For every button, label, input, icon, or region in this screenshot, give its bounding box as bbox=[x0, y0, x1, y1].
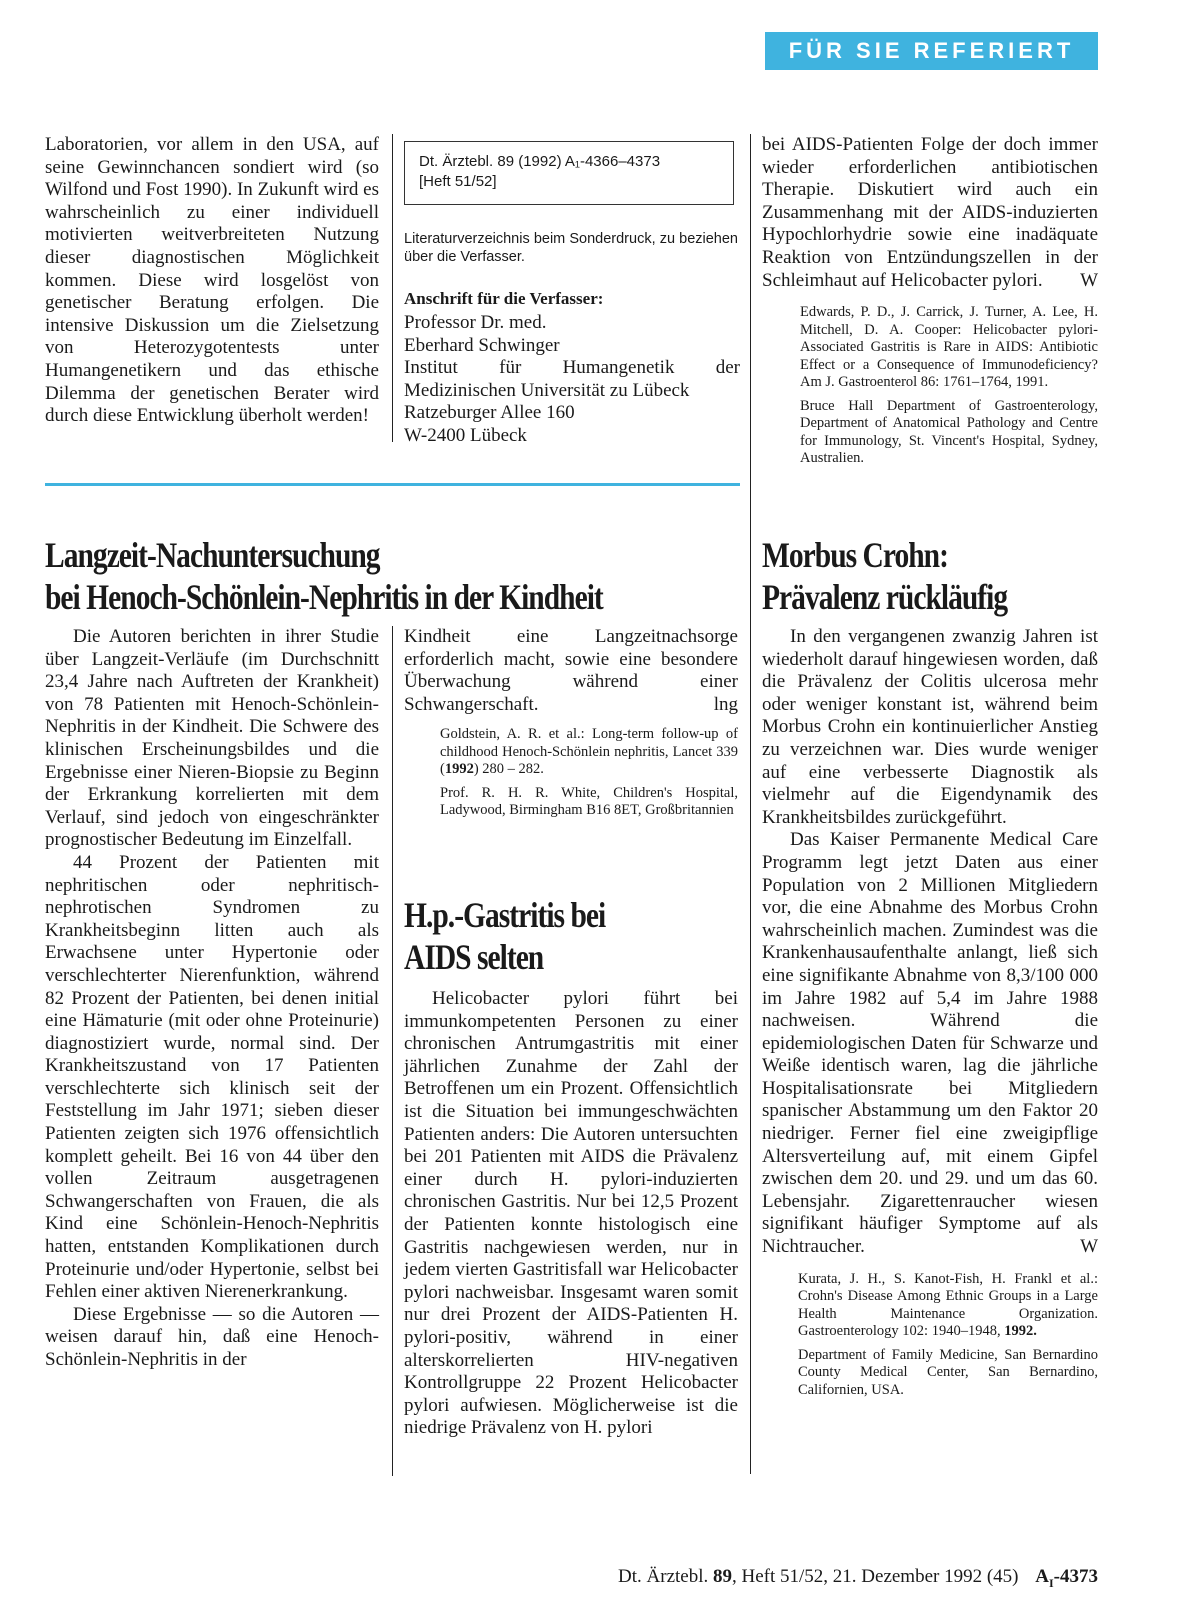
address-heading: Anschrift für die Verfasser: bbox=[404, 289, 604, 308]
reference-address: Bruce Hall Department of Gastroenterology, Department of Anatomical Pathology and Centre for Immunology, St. Vincent's Hospital, Sydney, Australien. bbox=[800, 397, 1098, 467]
author-signature: W bbox=[1080, 1236, 1098, 1258]
reference-citation: Goldstein, A. R. et al.: Long-term follow-up of childhood Henoch-Schönlein nephritis, Lancet 339 (1992) 280 – 282. bbox=[440, 726, 738, 778]
author-signature: W bbox=[1080, 269, 1098, 291]
reference-address: Department of Family Medicine, San Bernardino County Medical Center, San Bernardino, Californien, USA. bbox=[798, 1346, 1098, 1398]
address-line: Eberhard Schwinger bbox=[404, 334, 560, 356]
top-column-3 bbox=[762, 134, 1098, 474]
article2-title: H.p.-Gastritis bei AIDS selten bbox=[404, 895, 606, 977]
address-block bbox=[404, 288, 740, 448]
column-rule-top-left bbox=[392, 134, 393, 442]
article3-column: In den vergangenen zwanzig Jahren ist wiederholt darauf hingewiesen worden, daß die Prävalenz der Colitis ulcerosa mehr oder weniger konstant ist, während beim Morbus Crohn ein kontinuierlicher Anstieg zu verzeichnen war. Dies wurde weniger auf eine verbesserte Diagnostik als vielmehr auf die Eigendynamik des Krankheitsbildes zurückgeführt. Das Kaiser Permanente Medical Care Programm legt jetzt Daten aus einer Population von 2 Millionen Mitgliedern vor, die eine Abnahme des Morbus Crohn wahrscheinlich machen. Zumindest was die Krankenhausaufenthalte anlangt, ließ sich eine signifikante Abnahme von 8,3/100 000 im Jahre 1982 auf 5,4 im Jahre 1988 nachweisen. Während die epidemiologischen Daten für Schwarze und Weiße identisch waren, lag die jährliche Hospitalisationsrate bei Mitgliedern spanischer Abstammung um den Faktor 20 niedriger. Ferner fiel eine zweigipflige Altersverteilung auf, mit einem Gipfel zwischen dem 20. und 29. und um das 60. Lebensjahr. Zigarettenraucher wiesen signifikant häufiger Symptome auf als Nichtraucher. W Kurata, J. H., S. Kanot-Fish, H. Frankl et al.: Crohn's Disease Among Ethnic Groups in a Large Health Maintenance Organization. Gastroenterology 102: 1940–1948, 1992. Department of Family Medicine, San Bernardino County Medical Center, San Bernardino, Californien, USA. bbox=[762, 626, 1098, 1398]
literature-note: Literaturverzeichnis beim Sonderdruck, zu beziehen über die Verfasser. bbox=[404, 231, 738, 265]
address-line: Institut für Humangenetik der Medizinischen Universität zu Lübeck bbox=[404, 357, 740, 401]
article1-column-1: Die Autoren berichten in ihrer Studie über Langzeit-Verläufe (im Durchschnitt 23,4 Jahre nach Auftreten der Krankheit) von 78 Patienten mit Henoch-Schönlein-Nephritis in der Kindheit. Die Schwere des klinischen Erscheinungsbildes und die Ergebnisse einer Nieren-Biopsie zu Beginn der Erkrankung korrelierten mit dem Verlauf, sind jedoch von eingeschränkter prognostischer Bedeutung im Einzelfall. 44 Prozent der Patienten mit nephritischen oder nephritisch-nephrotischen Syndromen zu Krankheitsbeginn litten auch als Erwachsene unter Hypertonie oder verschlechterter Nierenfunktion, während 82 Prozent der Patienten, bei denen initial eine Hämaturie (mit oder ohne Proteinurie) diagnostiziert wurde, normal sind. Der Krankheitszustand von 17 Patienten verschlechterte sich klinisch seit der Feststellung im Jahr 1971; sieben dieser Patienten zeigten sich 1976 offensichtlich komplett geheilt. Bei 16 von 44 über den vollen Zeitraum ausgetragenen Schwangerschaften von Frauen, die als Kind eine Schönlein-Henoch-Nephritis hatten, entstanden Komplikationen durch Proteinurie und/oder Hypertonie, selbst bei Fehlen einer aktiven Nierenerkrankung. Diese Ergebnisse — so die Autoren — weisen darauf hin, daß eine Henoch-Schönlein-Nephritis in der bbox=[45, 626, 379, 1370]
address-line: Professor Dr. med. bbox=[404, 312, 547, 333]
column-rule-right bbox=[750, 134, 751, 1474]
address-line: W-2400 Lübeck bbox=[404, 424, 527, 446]
page-footer: Dt. Ärztebl. 89, Heft 51/52, 21. Dezember 1992 (45) $A_I-4373$ bbox=[618, 1566, 1098, 1590]
reference-address: Prof. R. H. R. White, Children's Hospital, Ladywood, Birmingham B16 8ET, Großbritannien bbox=[440, 784, 738, 819]
reference-citation: Kurata, J. H., S. Kanot-Fish, H. Frankl et al.: Crohn's Disease Among Ethnic Groups in a Large Health Maintenance Organization. Gastroenterology 102: 1940–1948, 1992. bbox=[798, 1270, 1098, 1340]
top-column-3-text: bei AIDS-Patienten Folge der doch immer wieder erforderlichen antibiotischen Therapie. Diskutiert wird auch ein Zusammenhang mit der AIDS-induzierten Hypochlorhydrie sowie eine inadäquate Reaktion von Entzündungszellen in der Schleimhaut auf Helicobacter pylori. W bbox=[762, 134, 1098, 291]
reference-citation: Edwards, P. D., J. Carrick, J. Turner, A. Lee, H. Mitchell, D. A. Cooper: Helicobacter pylori-Associated Gastritis is Rare in AIDS: Antibiotic Effect or a Consequence of Immunodeficiency? Am J. Gastroenterol 86: 1761–1764, 1991. bbox=[800, 304, 1098, 391]
article3-title: Morbus Crohn: Prävalenz rückläufig bbox=[762, 535, 1008, 617]
article2-text: Helicobacter pylori führt bei immunkompetenten Personen zu einer chronischen Antrumgastritis mit einer jährlichen Zunahme der Zahl der Betroffenen um ein Prozent. Offensichtlich ist die Situation bei immungeschwächten Patienten anders: Die Autoren untersuchten bei 201 Patienten mit AIDS die Prävalenz einer durch H. pylori-induzierten chronischen Gastritis. Nur bei 12,5 Prozent der Patienten konnte histologisch eine Gastritis nachgewiesen werden, nur in jedem vierten Gastritisfall war Helicobacter pylori nachweisbar. Insgesamt waren somit nur drei Prozent der AIDS-Patienten H. pylori-positiv, während in einer alterskorrelierten HIV-negativen Kontrollgruppe 22 Prozent Helicobacter pylori aufwiesen. Möglicherweise ist die niedrige Prävalenz von H. pylori bbox=[404, 988, 738, 1439]
address-line: Ratzeburger Allee 160 bbox=[404, 402, 575, 424]
section-banner: FÜR SIE REFERIERT bbox=[765, 32, 1098, 70]
page-number: $A_I-4373$ bbox=[1035, 1566, 1098, 1590]
top-column-1-text: Laboratorien, vor allem in den USA, auf seine Gewinnchancen sondiert wird (so Wilfond und Fost 1990). In Zukunft wird es wahrscheinlich zu einer individuell motivierten weitverbreiteten Nutzung dieser diagnostischen Möglichkeit kommen. Diese wird losgelöst von genetischer Beratung erfolgen. Die intensive Diskussion um die Zielsetzung von Heterozygotentests unter Humangenetikern und das ethische Dilemma der genetischen Berater wird durch diese Entwicklung überholt werden! bbox=[45, 134, 379, 427]
article1-column-2: Kindheit eine Langzeitnachsorge erforderlich macht, sowie eine besondere Überwachung während einer Schwangerschaft. lng Goldstein, A. R. et al.: Long-term follow-up of childhood Henoch-Schönlein nephritis, Lancet 339 (1992) 280 – 282. Prof. R. H. R. White, Children's Hospital, Ladywood, Birmingham B16 8ET, Großbritannien bbox=[404, 626, 738, 819]
article1-title: Langzeit-Nachuntersuchung bei Henoch-Schönlein-Nephritis in der Kindheit bbox=[45, 535, 603, 617]
horizontal-blue-rule bbox=[45, 483, 740, 486]
column-rule-mid bbox=[392, 626, 393, 1476]
citation-box: Dt. Ärztebl. 89 (1992) A₁-4366–4373 [Heft 51/52] bbox=[404, 141, 734, 205]
author-signature: lng bbox=[713, 693, 738, 715]
